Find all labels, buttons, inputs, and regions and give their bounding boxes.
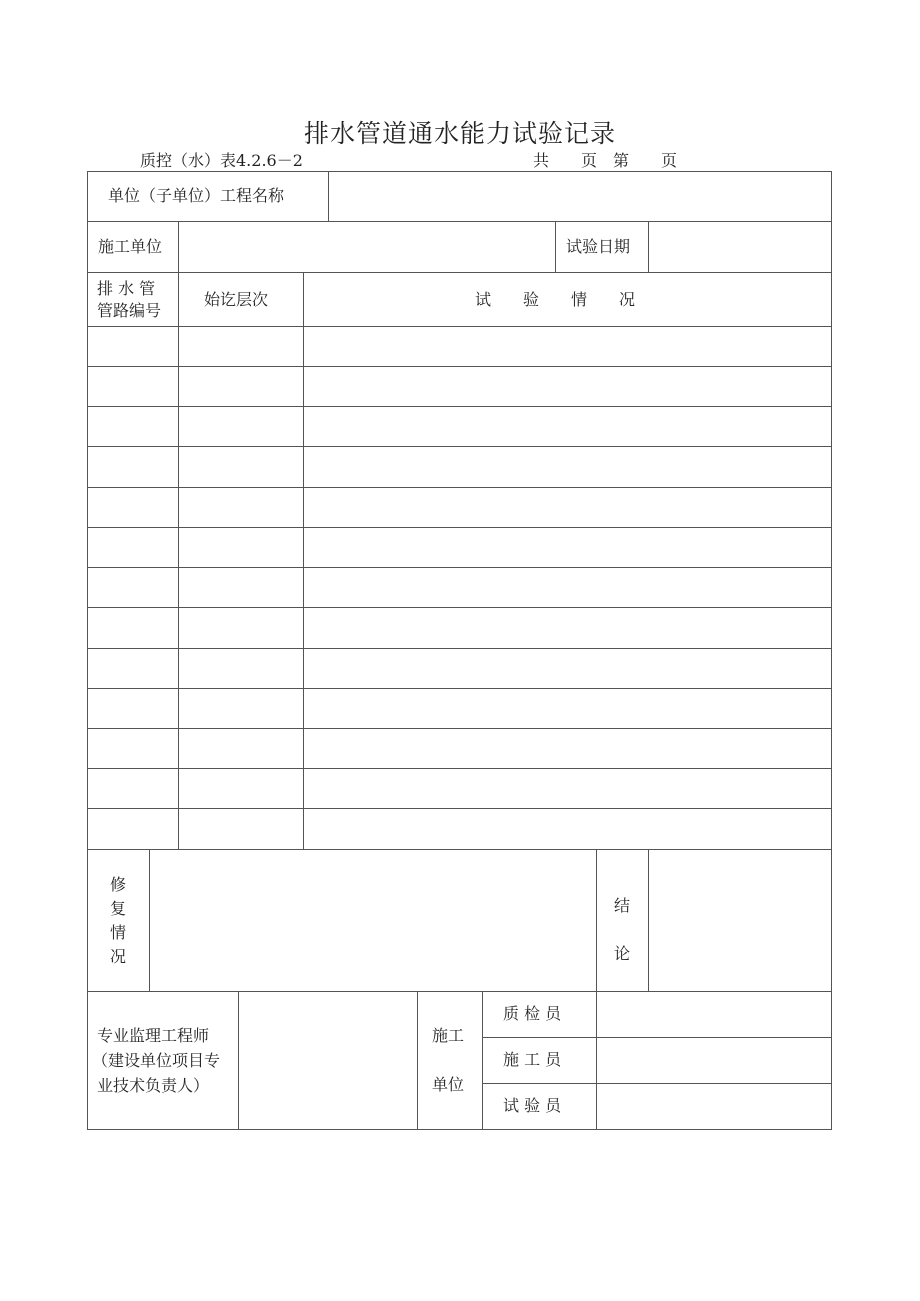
row-divider [87,366,832,367]
project-name-field[interactable] [340,188,820,206]
test-result-header: 试 验 情 况 [475,290,636,309]
row-divider [482,1083,832,1084]
page-info: 共 页 第 页 [533,151,678,170]
document-title: 排水管道通水能力试验记录 [303,119,616,148]
form-table [87,171,832,1130]
quality-inspector-label: 质 检 员 [503,1004,562,1023]
row-divider [87,487,832,488]
supervisor-label-line1: 专业监理工程师 [97,1026,210,1045]
col-divider [648,221,649,272]
col-divider [178,221,179,272]
tester-signature-field[interactable] [606,1092,822,1122]
row-divider [87,446,832,447]
row-divider [87,272,832,273]
row-divider [87,991,832,992]
construction-unit-field[interactable] [190,239,545,257]
pipe-number-header-line1: 排 水 管 [97,279,156,298]
col-divider [303,272,304,849]
col-divider [417,991,418,1130]
row-divider [87,808,832,809]
row-divider [87,849,832,850]
col-divider [328,171,329,221]
supervisor-label-line3: 业技术负责人） [97,1076,210,1095]
col-divider [482,991,483,1130]
repair-label [103,873,133,969]
construction-unit-label: 施工单位 [98,237,163,256]
row-divider [482,1037,832,1038]
row-divider [87,567,832,568]
col-divider [648,849,649,991]
repair-label-char: 复 [109,899,126,918]
col-divider [555,221,556,272]
col-divider [178,272,179,849]
constructor-signature-field[interactable] [606,1046,822,1076]
pipe-number-header-line2: 管路编号 [97,301,162,320]
quality-inspector-signature-field[interactable] [606,1000,822,1030]
test-date-field[interactable] [660,239,820,257]
repair-label-char: 修 [109,875,126,894]
project-name-label: 单位（子单位）工程名称 [108,186,285,205]
construction-unit-sig-label-line2: 单位 [432,1075,465,1094]
row-divider [87,221,832,222]
row-divider [87,406,832,407]
test-date-label: 试验日期 [566,237,631,256]
repair-label-char: 况 [109,947,126,966]
row-divider [87,607,832,608]
row-divider [87,728,832,729]
row-divider [87,688,832,689]
conclusion-label-char: 论 [613,944,630,963]
row-divider [87,648,832,649]
col-divider [596,991,597,1130]
constructor-label: 施 工 员 [503,1050,562,1069]
conclusion-label-char: 结 [613,896,630,915]
conclusion-field[interactable] [660,860,820,980]
form-code: 质控（水）表4.2.6－2 [140,151,303,170]
floor-range-header: 始讫层次 [204,290,269,309]
col-divider [238,991,239,1130]
row-divider [87,527,832,528]
row-divider [87,326,832,327]
repair-field[interactable] [160,860,585,980]
supervisor-label-line2: （建设单位项目专 [92,1051,221,1070]
col-divider [596,849,597,991]
repair-label-char: 情 [109,923,126,942]
supervisor-signature-field[interactable] [248,1000,408,1120]
construction-unit-sig-label-line1: 施工 [432,1026,465,1045]
row-divider [87,768,832,769]
tester-label: 试 验 员 [503,1096,562,1115]
conclusion-label [607,882,637,978]
col-divider [149,849,150,991]
